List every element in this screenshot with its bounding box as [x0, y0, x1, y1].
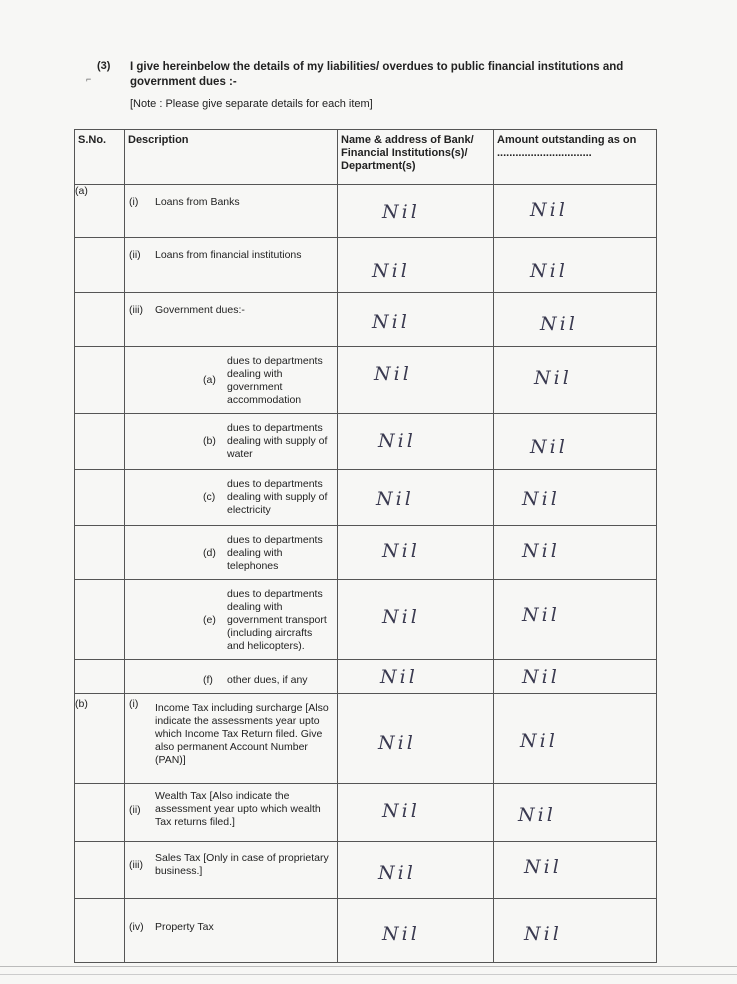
row-description: dues to departments dealing with government transport (including aircrafts and helicopters).: [227, 588, 327, 652]
row-number: (iii): [129, 304, 143, 316]
col-header-bank: Name & address of Bank/ Financial Institutions(s)/ Department(s): [338, 130, 494, 185]
row-sno: [75, 238, 125, 293]
row-number: (iv): [129, 921, 144, 933]
row-number: (i): [129, 698, 139, 710]
col-header-amount: Amount outstanding as on ...............................: [494, 130, 657, 185]
col-header-description: Description: [125, 130, 338, 185]
row-description: Sales Tax [Only in case of proprietary business.]: [155, 852, 329, 877]
row-description: Wealth Tax [Also indicate the assessment year upto which wealth Tax returns filed.]: [155, 790, 321, 828]
amount-value: Nil: [522, 488, 560, 510]
row-description: dues to departments dealing with government accommodation: [227, 355, 323, 406]
table-row: [75, 580, 657, 660]
row-sno: (a): [75, 185, 125, 238]
row-number: (f): [203, 674, 213, 686]
row-sno: [75, 842, 125, 899]
table-row: [75, 470, 657, 526]
row-number: (iii): [129, 859, 143, 871]
row-sno: [75, 347, 125, 414]
row-description: other dues, if any: [227, 674, 308, 686]
row-number: (i): [129, 196, 139, 208]
amount-value: Nil: [524, 856, 562, 878]
row-sno: [75, 526, 125, 580]
amount-value: Nil: [530, 199, 568, 221]
table-header-row: [75, 130, 657, 185]
scan-edge-line: [0, 966, 737, 967]
row-sno: [75, 293, 125, 347]
table-row: [75, 293, 657, 347]
row-sno: [75, 784, 125, 842]
table-row: [75, 842, 657, 899]
row-description: Property Tax: [155, 921, 214, 933]
table-row: [75, 660, 657, 694]
bank-value: Nil: [382, 923, 420, 945]
amount-value: Nil: [540, 313, 578, 335]
amount-value: Nil: [522, 540, 560, 562]
table-row: [75, 694, 657, 784]
row-number: (ii): [129, 249, 141, 261]
row-sno: [75, 899, 125, 963]
row-sno: (b): [75, 694, 125, 784]
amount-value: Nil: [522, 604, 560, 626]
amount-value: Nil: [530, 260, 568, 282]
note-text: [Note : Please give separate details for each item]: [130, 98, 373, 110]
amount-value: Nil: [530, 436, 568, 458]
amount-value: Nil: [524, 923, 562, 945]
bank-value: Nil: [382, 201, 420, 223]
table-row: [75, 526, 657, 580]
row-number: (e): [203, 613, 216, 626]
scan-edge-line: [0, 974, 737, 975]
row-number: (c): [203, 490, 216, 503]
declaration-heading: I give hereinbelow the details of my liabilities/ overdues to public financial institutions and government dues :-: [130, 61, 624, 88]
row-description: dues to departments dealing with supply of electricity: [227, 478, 328, 516]
amount-value: Nil: [522, 666, 560, 688]
amount-value: Nil: [520, 730, 558, 752]
row-description: Loans from financial institutions: [155, 249, 302, 261]
row-description: Government dues:-: [155, 304, 245, 316]
amount-value: Nil: [534, 367, 572, 389]
row-description: Income Tax including surcharge [Also indicate the assessments year upto which Income Tax Return filed. Give also permanent Account Number (PAN)]: [155, 702, 329, 766]
row-sno: [75, 660, 125, 694]
row-number: (d): [203, 546, 216, 559]
bank-value: Nil: [382, 540, 420, 562]
bank-value: Nil: [374, 363, 412, 385]
bank-value: Nil: [378, 430, 416, 452]
bank-value: Nil: [382, 606, 420, 628]
bank-value: Nil: [382, 800, 420, 822]
row-number: (b): [203, 434, 216, 447]
bank-value: Nil: [378, 732, 416, 754]
table-row: [75, 414, 657, 470]
amount-value: Nil: [518, 804, 556, 826]
table-row: [75, 185, 657, 238]
bank-value: Nil: [372, 311, 410, 333]
bank-value: Nil: [372, 260, 410, 282]
row-description: dues to departments dealing with telephones: [227, 534, 323, 572]
item-number: (3): [97, 60, 111, 72]
bank-value: Nil: [380, 666, 418, 688]
table-row: [75, 784, 657, 842]
row-sno: [75, 580, 125, 660]
table-row: [75, 347, 657, 414]
row-description: Loans from Banks: [155, 196, 240, 208]
table-row: [75, 899, 657, 963]
row-sno: [75, 414, 125, 470]
row-number: (ii): [129, 803, 141, 816]
bank-value: Nil: [378, 862, 416, 884]
row-description: dues to departments dealing with supply of water: [227, 422, 328, 460]
stray-mark: ⌐: [86, 74, 92, 84]
col-header-sno: S.No.: [75, 130, 125, 185]
liabilities-table: [74, 129, 657, 963]
table-row: [75, 238, 657, 293]
row-sno: [75, 470, 125, 526]
row-number: (a): [203, 374, 216, 386]
bank-value: Nil: [376, 488, 414, 510]
